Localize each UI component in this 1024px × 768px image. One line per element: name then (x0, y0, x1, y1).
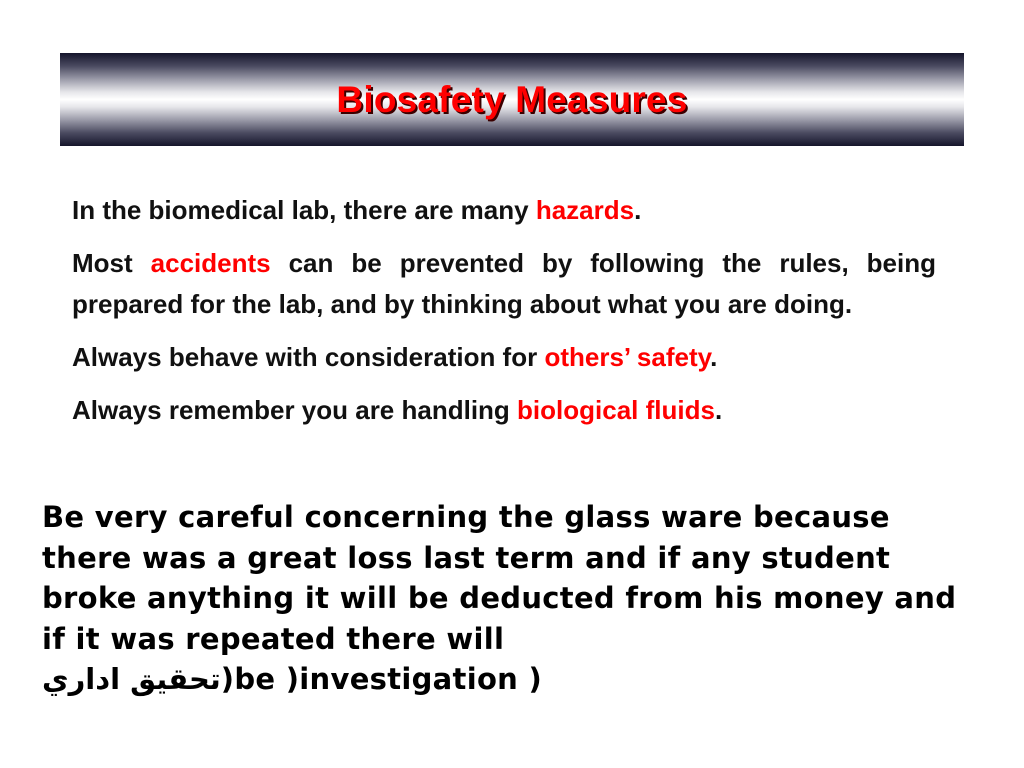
bullet-text: Most (72, 248, 151, 278)
highlight-others-safety: others’ safety (544, 342, 711, 372)
slide-title: Biosafety Measures (336, 78, 688, 120)
notice-arabic-text: (تحقيق اداري (42, 662, 235, 696)
bullet-text: can be prevented by following the rules, being prepared for the lab, and by thinking about what you are doing. (72, 248, 937, 319)
highlight-hazards: hazards (535, 195, 635, 225)
notice-tail-text: be )investigation ) (234, 662, 543, 696)
notice-text: Be very careful concerning the glass ware because there was a great loss last term and if any student broke anything it will be deducted from his money and if it was repeated there will (42, 500, 957, 656)
highlight-accidents: accidents (150, 248, 271, 278)
bullet-text: . (710, 342, 718, 372)
highlight-biological-fluids: biological fluids (517, 395, 715, 425)
title-bar (60, 53, 964, 146)
bullet-text: . (714, 395, 723, 425)
bullet-accidents (72, 243, 936, 325)
bullet-biological-fluids (72, 390, 936, 431)
bullet-text: In the biomedical lab, there are many (72, 195, 536, 225)
bullet-others-safety (72, 337, 936, 378)
bullet-hazards (72, 190, 936, 231)
bullet-text: Always remember you are handling (72, 395, 518, 425)
bullet-text: . (634, 195, 642, 225)
bullet-list (72, 190, 936, 443)
glassware-notice (42, 497, 982, 700)
bullet-text: Always behave with consideration for (72, 342, 545, 372)
